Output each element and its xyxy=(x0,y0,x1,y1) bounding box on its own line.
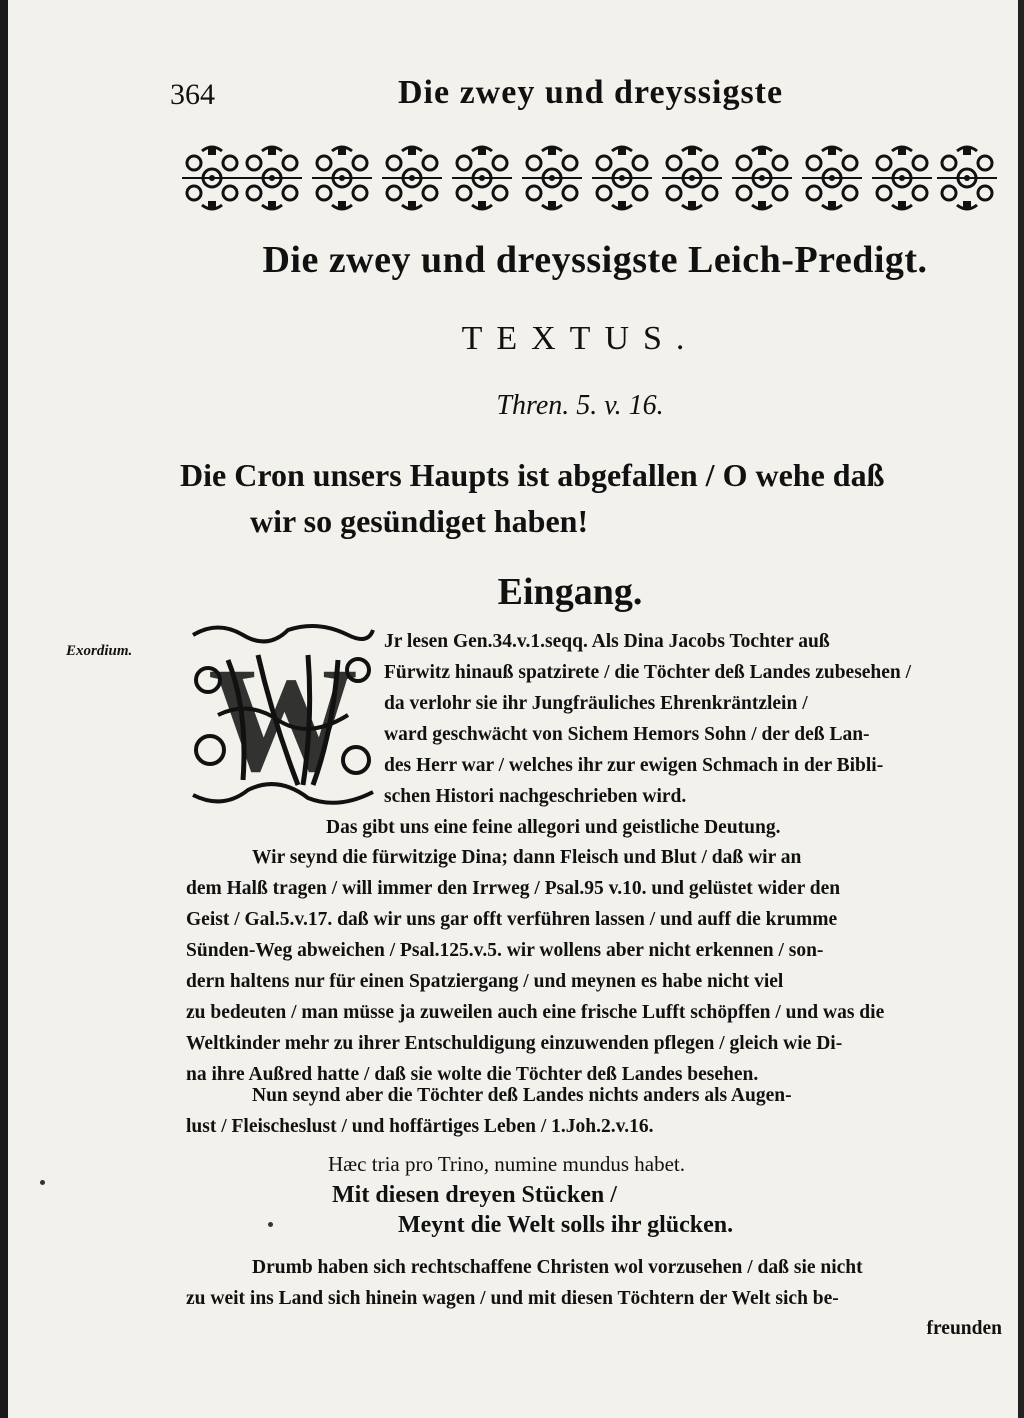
text-line: lust / Fleischeslust / und hoffärtiges Leben / 1.Joh.2.v.16. xyxy=(186,1116,654,1137)
latin-verse: Hæc tria pro Trino, numine mundus habet. xyxy=(328,1152,685,1176)
text-line: Drumb haben sich rechtschaffene Christen wol vorzusehen / daß sie nicht xyxy=(252,1257,863,1278)
text-line: Wir seynd die fürwitzige Dina; dann Fleisch und Blut / daß wir an xyxy=(252,847,802,868)
text-line: des Herr war / welches ihr zur ewigen Schmach in der Bibli- xyxy=(384,755,884,776)
text-line: zu weit ins Land sich hinein wagen / und mit diesen Töchtern der Welt sich be- xyxy=(186,1288,839,1309)
text-line: Fürwitz hinauß spatzirete / die Töchter deß Landes zubesehen / xyxy=(384,662,912,683)
ink-speck xyxy=(40,1180,45,1185)
intro-paragraph xyxy=(384,626,1010,812)
text-line: schen Histori nachgeschrieben wird. xyxy=(384,786,687,807)
text-line: Geist / Gal.5.v.17. daß wir uns gar offt verführen lassen / und auff die krumme xyxy=(186,909,838,930)
ink-speck xyxy=(268,1222,273,1227)
running-title: Die zwey und dreyssigste xyxy=(398,74,784,111)
text-line: Nun seynd aber die Töchter deß Landes nichts anders als Augen- xyxy=(252,1085,792,1106)
text-line: da verlohr sie ihr Jungfräuliches Ehrenkräntzlein / xyxy=(384,693,808,714)
running-head xyxy=(170,74,810,118)
text-line: na ihre Außred hatte / daß sie wolte die Töchter deß Landes besehen. xyxy=(186,1064,759,1085)
paragraph xyxy=(186,812,1010,843)
text-line: Jr lesen Gen.34.v.1.seqq. Als Dina Jacobs Tochter auß xyxy=(384,631,830,652)
bible-citation: Thren. 5. v. 16. xyxy=(496,390,664,421)
text-line: Weltkinder mehr zu ihrer Entschuldigung einzuwenden pflegen / gleich wie Di- xyxy=(186,1033,843,1054)
catchword: freunden xyxy=(926,1318,1002,1339)
margin-note: Exordium. xyxy=(66,643,133,659)
initial-letter: W xyxy=(208,637,358,803)
text-line: zu bedeuten / man müsse ja zuweilen auch eine frische Lufft schöpffen / und was die xyxy=(186,1002,885,1023)
scan-edge-right xyxy=(1018,0,1024,1418)
text-line: Sünden-Weg abweichen / Psal.125.v.5. wir wollens aber nicht erkennen / son- xyxy=(186,940,824,961)
textus-label: TEXTUS. xyxy=(461,320,699,357)
scripture-line: Die Cron unsers Haupts ist abgefallen / O wehe daß xyxy=(180,457,885,493)
scan-edge-left xyxy=(0,0,8,1418)
page-number: 364 xyxy=(170,78,215,111)
text-line: ward geschwächt von Sichem Hemors Sohn / der deß Lan- xyxy=(384,724,870,745)
ornament-band xyxy=(172,143,1002,213)
section-heading: Eingang. xyxy=(497,571,643,613)
scripture-quote xyxy=(180,452,1000,544)
paragraph xyxy=(186,1252,1010,1314)
decorated-initial xyxy=(188,620,378,810)
scripture-line: wir so gesündiget haben! xyxy=(250,503,589,539)
sermon-heading: Die zwey und dreyssigste Leich-Predigt. xyxy=(262,239,928,281)
rhyme-line: Mit diesen dreyen Stücken / xyxy=(332,1182,617,1208)
paragraph xyxy=(186,842,1010,1090)
rhyme-line: Meynt die Welt solls ihr glücken. xyxy=(398,1212,734,1238)
text-line: dem Halß tragen / will immer den Irrweg / Psal.95 v.10. und gelüstet wider den xyxy=(186,878,841,899)
paragraph xyxy=(186,1080,1010,1142)
text-line: Das gibt uns eine feine allegori und geistliche Deutung. xyxy=(326,817,781,838)
text-line: dern haltens nur für einen Spatziergang / und meynen es habe nicht viel xyxy=(186,971,784,992)
